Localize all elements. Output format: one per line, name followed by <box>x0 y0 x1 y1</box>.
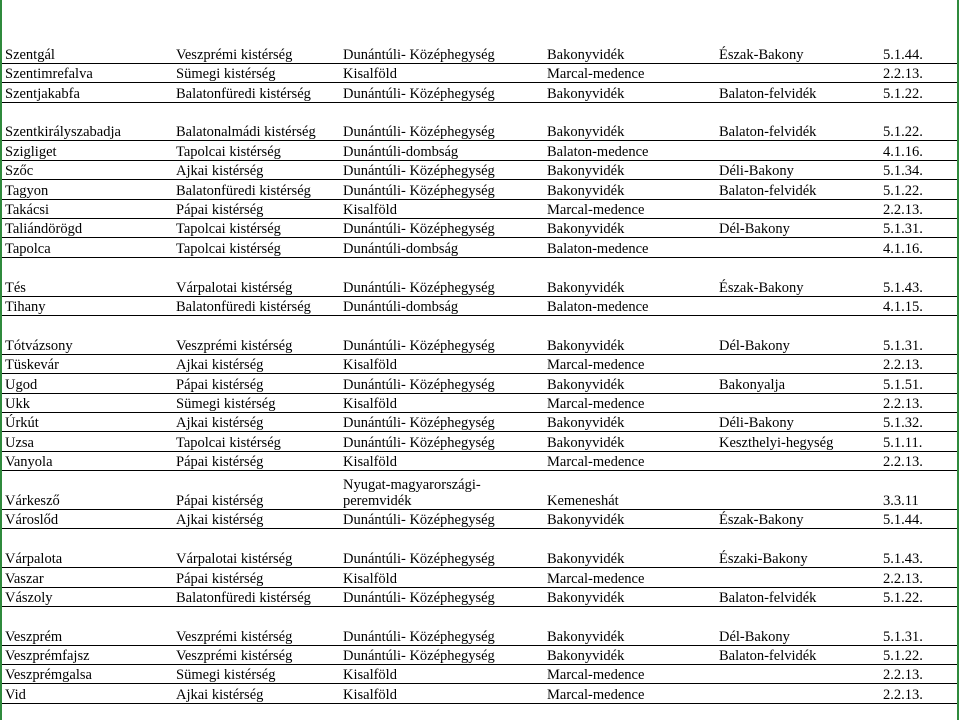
table-row <box>2 645 957 664</box>
table-row <box>2 529 957 568</box>
region-cell: Dunántúli- Középhegység <box>340 160 544 179</box>
district-cell: Balatonfüredi kistérség <box>173 587 340 606</box>
code-cell: 5.1.31. <box>880 219 957 238</box>
town-cell: Veszprémgalsa <box>2 665 173 684</box>
code-cell: 5.1.22. <box>880 645 957 664</box>
code-cell: 5.1.32. <box>880 412 957 431</box>
table-row <box>2 238 957 257</box>
district-cell: Ajkai kistérség <box>173 412 340 431</box>
area-cell: Bakonyvidék <box>544 432 716 451</box>
region-cell: Dunántúli-dombság <box>340 141 544 160</box>
subarea-cell: Dél-Bakony <box>716 219 880 238</box>
subarea-cell <box>716 199 880 218</box>
table-row <box>2 568 957 587</box>
code-cell: 2.2.13. <box>880 199 957 218</box>
table-row <box>2 296 957 315</box>
district-cell: Veszprémi kistérség <box>173 44 340 63</box>
code-cell: 2.2.13. <box>880 665 957 684</box>
area-cell: Bakonyvidék <box>544 180 716 199</box>
region-cell: Nyugat-magyarországi- peremvidék <box>340 471 544 510</box>
subarea-cell <box>716 393 880 412</box>
area-cell: Marcal-medence <box>544 199 716 218</box>
table-row <box>2 374 957 393</box>
table-row <box>2 471 957 510</box>
area-cell: Bakonyvidék <box>544 509 716 528</box>
town-cell: Városlőd <box>2 509 173 528</box>
town-cell: Szentjakabfa <box>2 83 173 102</box>
town-cell: Vaszar <box>2 568 173 587</box>
district-cell: Veszprémi kistérség <box>173 645 340 664</box>
code-cell: 3.3.11 <box>880 471 957 510</box>
district-cell: Pápai kistérség <box>173 568 340 587</box>
table-row <box>2 160 957 179</box>
subarea-cell: Balaton-felvidék <box>716 180 880 199</box>
district-cell: Pápai kistérség <box>173 451 340 470</box>
subarea-cell: Balaton-felvidék <box>716 102 880 141</box>
town-cell: Tagyon <box>2 180 173 199</box>
area-cell: Balaton-medence <box>544 296 716 315</box>
district-cell: Tapolcai kistérség <box>173 238 340 257</box>
subarea-cell: Balaton-felvidék <box>716 83 880 102</box>
code-cell: 5.1.34. <box>880 160 957 179</box>
region-cell: Dunántúli- Középhegység <box>340 257 544 296</box>
subarea-cell: Déli-Bakony <box>716 412 880 431</box>
town-cell: Takácsi <box>2 199 173 218</box>
district-cell: Ajkai kistérség <box>173 684 340 703</box>
code-cell: 5.1.22. <box>880 102 957 141</box>
district-cell: Tapolcai kistérség <box>173 141 340 160</box>
area-cell: Marcal-medence <box>544 684 716 703</box>
area-cell: Bakonyvidék <box>544 83 716 102</box>
subarea-cell <box>716 238 880 257</box>
code-cell: 5.1.22. <box>880 587 957 606</box>
subarea-cell <box>716 63 880 82</box>
region-cell: Dunántúli-dombság <box>340 296 544 315</box>
town-cell: Várkesző <box>2 471 173 510</box>
code-cell: 2.2.13. <box>880 451 957 470</box>
table-row <box>2 393 957 412</box>
code-cell: 2.2.13. <box>880 354 957 373</box>
area-cell: Bakonyvidék <box>544 645 716 664</box>
region-cell: Dunántúli- Középhegység <box>340 102 544 141</box>
region-cell: Kisalföld <box>340 684 544 703</box>
code-cell: 5.1.31. <box>880 606 957 645</box>
area-cell: Bakonyvidék <box>544 102 716 141</box>
area-cell: Kemeneshát <box>544 471 716 510</box>
subarea-cell: Dél-Bakony <box>716 316 880 355</box>
subarea-cell <box>716 684 880 703</box>
region-cell: Dunántúli- Középhegység <box>340 83 544 102</box>
region-cell: Kisalföld <box>340 568 544 587</box>
code-cell: 2.2.13. <box>880 393 957 412</box>
area-cell: Bakonyvidék <box>544 412 716 431</box>
area-cell: Bakonyvidék <box>544 529 716 568</box>
town-cell: Vid <box>2 684 173 703</box>
subarea-cell <box>716 296 880 315</box>
table-row <box>2 316 957 355</box>
area-cell: Marcal-medence <box>544 451 716 470</box>
area-cell: Bakonyvidék <box>544 606 716 645</box>
subarea-cell: Észak-Bakony <box>716 257 880 296</box>
district-cell: Ajkai kistérség <box>173 354 340 373</box>
area-cell: Marcal-medence <box>544 568 716 587</box>
area-cell: Balaton-medence <box>544 141 716 160</box>
town-cell: Ugod <box>2 374 173 393</box>
code-cell: 2.2.13. <box>880 63 957 82</box>
town-cell: Tapolca <box>2 238 173 257</box>
code-cell: 4.1.16. <box>880 238 957 257</box>
code-cell: 5.1.51. <box>880 374 957 393</box>
table-row <box>2 83 957 102</box>
code-cell: 5.1.43. <box>880 257 957 296</box>
table-row <box>2 102 957 141</box>
code-cell: 2.2.13. <box>880 684 957 703</box>
town-cell: Ukk <box>2 393 173 412</box>
town-cell: Szentimrefalva <box>2 63 173 82</box>
code-cell: 2.2.13. <box>880 568 957 587</box>
district-cell: Várpalotai kistérség <box>173 529 340 568</box>
town-cell: Tés <box>2 257 173 296</box>
region-cell: Dunántúli- Középhegység <box>340 645 544 664</box>
subarea-cell <box>716 354 880 373</box>
region-cell: Dunántúli- Középhegység <box>340 587 544 606</box>
table-row <box>2 412 957 431</box>
table-body <box>2 44 957 703</box>
region-cell: Dunántúli- Középhegység <box>340 432 544 451</box>
subarea-cell: Észak-Bakony <box>716 509 880 528</box>
town-cell: Szigliget <box>2 141 173 160</box>
district-cell: Tapolcai kistérség <box>173 432 340 451</box>
region-cell: Kisalföld <box>340 63 544 82</box>
table-row <box>2 199 957 218</box>
subarea-cell <box>716 451 880 470</box>
town-cell: Taliándörögd <box>2 219 173 238</box>
settlement-table <box>2 44 957 704</box>
district-cell: Ajkai kistérség <box>173 160 340 179</box>
subarea-cell <box>716 665 880 684</box>
table-row <box>2 44 957 63</box>
table-row <box>2 63 957 82</box>
town-cell: Szentkirályszabadja <box>2 102 173 141</box>
town-cell: Tótvázsony <box>2 316 173 355</box>
right-border-line <box>957 0 959 720</box>
area-cell: Bakonyvidék <box>544 316 716 355</box>
table-row <box>2 257 957 296</box>
area-cell: Marcal-medence <box>544 63 716 82</box>
district-cell: Várpalotai kistérség <box>173 257 340 296</box>
area-cell: Marcal-medence <box>544 393 716 412</box>
code-cell: 5.1.11. <box>880 432 957 451</box>
region-cell: Dunántúli- Középhegység <box>340 412 544 431</box>
region-cell: Kisalföld <box>340 665 544 684</box>
district-cell: Tapolcai kistérség <box>173 219 340 238</box>
code-cell: 5.1.44. <box>880 509 957 528</box>
table-row <box>2 141 957 160</box>
area-cell: Bakonyvidék <box>544 160 716 179</box>
area-cell: Bakonyvidék <box>544 257 716 296</box>
table-row <box>2 587 957 606</box>
town-cell: Tihany <box>2 296 173 315</box>
region-cell: Kisalföld <box>340 199 544 218</box>
code-cell: 5.1.43. <box>880 529 957 568</box>
district-cell: Pápai kistérség <box>173 471 340 510</box>
code-cell: 5.1.44. <box>880 44 957 63</box>
region-cell: Dunántúli- Középhegység <box>340 180 544 199</box>
region-cell: Dunántúli- Középhegység <box>340 316 544 355</box>
region-cell: Kisalföld <box>340 451 544 470</box>
region-cell: Kisalföld <box>340 354 544 373</box>
district-cell: Sümegi kistérség <box>173 63 340 82</box>
subarea-cell: Bakonyalja <box>716 374 880 393</box>
area-cell: Bakonyvidék <box>544 587 716 606</box>
subarea-cell: Észak-Bakony <box>716 44 880 63</box>
town-cell: Szőc <box>2 160 173 179</box>
region-cell: Dunántúli-dombság <box>340 238 544 257</box>
district-cell: Sümegi kistérség <box>173 665 340 684</box>
table-row <box>2 432 957 451</box>
code-cell: 5.1.22. <box>880 83 957 102</box>
subarea-cell: Északi-Bakony <box>716 529 880 568</box>
area-cell: Bakonyvidék <box>544 44 716 63</box>
district-cell: Veszprémi kistérség <box>173 316 340 355</box>
code-cell: 5.1.22. <box>880 180 957 199</box>
district-cell: Sümegi kistérség <box>173 393 340 412</box>
region-cell: Kisalföld <box>340 393 544 412</box>
region-cell: Dunántúli- Középhegység <box>340 606 544 645</box>
code-cell: 4.1.15. <box>880 296 957 315</box>
region-cell: Dunántúli- Középhegység <box>340 44 544 63</box>
table-row <box>2 684 957 703</box>
town-cell: Tüskevár <box>2 354 173 373</box>
district-cell: Balatonfüredi kistérség <box>173 83 340 102</box>
district-cell: Balatonfüredi kistérség <box>173 180 340 199</box>
table-row <box>2 219 957 238</box>
subarea-cell <box>716 568 880 587</box>
district-cell: Pápai kistérség <box>173 199 340 218</box>
table-row <box>2 606 957 645</box>
district-cell: Ajkai kistérség <box>173 509 340 528</box>
subarea-cell: Keszthelyi-hegység <box>716 432 880 451</box>
table-row <box>2 665 957 684</box>
table-row <box>2 180 957 199</box>
region-cell: Dunántúli- Középhegység <box>340 374 544 393</box>
table-row <box>2 354 957 373</box>
town-cell: Uzsa <box>2 432 173 451</box>
subarea-cell <box>716 141 880 160</box>
table-row <box>2 509 957 528</box>
table-row <box>2 451 957 470</box>
area-cell: Marcal-medence <box>544 665 716 684</box>
area-cell: Marcal-medence <box>544 354 716 373</box>
town-cell: Veszprémfajsz <box>2 645 173 664</box>
code-cell: 4.1.16. <box>880 141 957 160</box>
town-cell: Úrkút <box>2 412 173 431</box>
district-cell: Balatonalmádi kistérség <box>173 102 340 141</box>
area-cell: Balaton-medence <box>544 238 716 257</box>
subarea-cell: Balaton-felvidék <box>716 645 880 664</box>
district-cell: Balatonfüredi kistérség <box>173 296 340 315</box>
district-cell: Pápai kistérség <box>173 374 340 393</box>
district-cell: Veszprémi kistérség <box>173 606 340 645</box>
region-cell: Dunántúli- Középhegység <box>340 219 544 238</box>
town-cell: Szentgál <box>2 44 173 63</box>
subarea-cell: Dél-Bakony <box>716 606 880 645</box>
subarea-cell <box>716 471 880 510</box>
subarea-cell: Déli-Bakony <box>716 160 880 179</box>
subarea-cell: Balaton-felvidék <box>716 587 880 606</box>
region-cell: Dunántúli- Középhegység <box>340 509 544 528</box>
town-cell: Vászoly <box>2 587 173 606</box>
code-cell: 5.1.31. <box>880 316 957 355</box>
town-cell: Veszprém <box>2 606 173 645</box>
area-cell: Bakonyvidék <box>544 374 716 393</box>
town-cell: Várpalota <box>2 529 173 568</box>
region-cell: Dunántúli- Középhegység <box>340 529 544 568</box>
town-cell: Vanyola <box>2 451 173 470</box>
area-cell: Bakonyvidék <box>544 219 716 238</box>
